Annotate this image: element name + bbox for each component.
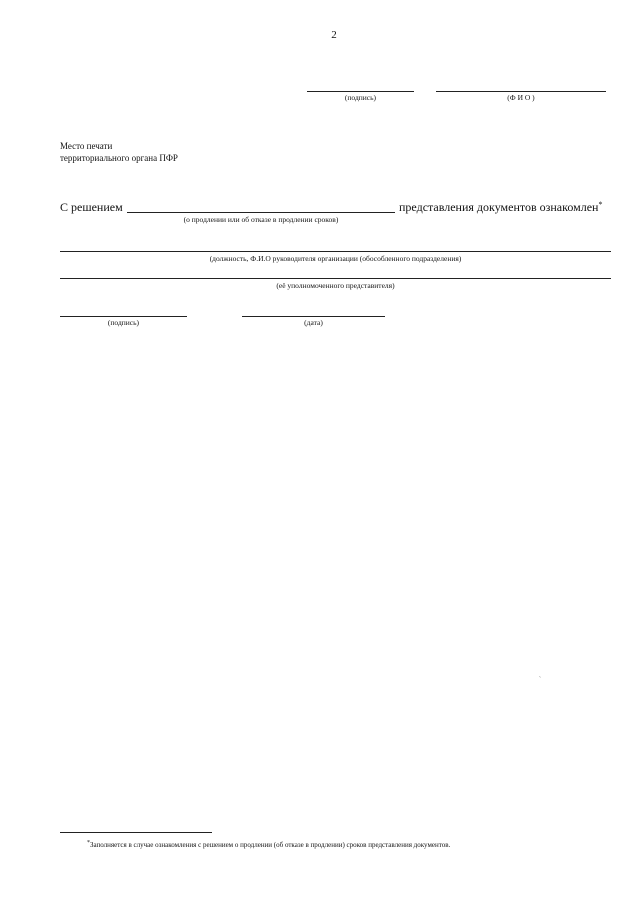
decision-suffix-mark: * bbox=[598, 200, 603, 209]
decision-line bbox=[127, 212, 395, 213]
stamp-line-1: Место печати bbox=[60, 141, 113, 151]
decision-suffix bbox=[399, 200, 602, 215]
signature-caption-top: (подпись) bbox=[344, 93, 377, 102]
footnote-text: Заполняется в случае ознакомления с решением о продлении (об отказе в продлении) сроков представления документов. bbox=[90, 841, 451, 849]
page-number: 2 bbox=[331, 29, 337, 41]
position-caption: (должность, Ф.И.О руководителя организации (обособленного подразделения) bbox=[209, 254, 462, 263]
signature-line-top bbox=[307, 91, 414, 92]
representative-line bbox=[60, 278, 611, 279]
decision-caption: (о продлении или об отказе в продлении сроков) bbox=[183, 215, 339, 224]
stamp-line-2: территориального органа ПФР bbox=[60, 153, 178, 163]
name-caption-top: (Ф И О ) bbox=[507, 93, 535, 102]
stray-mark: ˏ bbox=[539, 672, 541, 678]
footnote-mark: * bbox=[87, 840, 90, 846]
signature-caption-bottom: (подпись) bbox=[107, 318, 140, 327]
date-line-bottom bbox=[242, 316, 385, 317]
position-line bbox=[60, 251, 611, 252]
decision-label: С решением bbox=[60, 200, 123, 214]
name-line-top bbox=[436, 91, 606, 92]
date-caption-bottom: (дата) bbox=[304, 318, 323, 327]
stamp-place bbox=[60, 140, 178, 164]
footnote-separator bbox=[60, 832, 212, 833]
decision-suffix-text: представления документов ознакомлен bbox=[399, 200, 599, 214]
representative-caption: (её уполномоченного представителя) bbox=[276, 281, 395, 290]
signature-line-bottom bbox=[60, 316, 187, 317]
footnote bbox=[87, 840, 450, 849]
